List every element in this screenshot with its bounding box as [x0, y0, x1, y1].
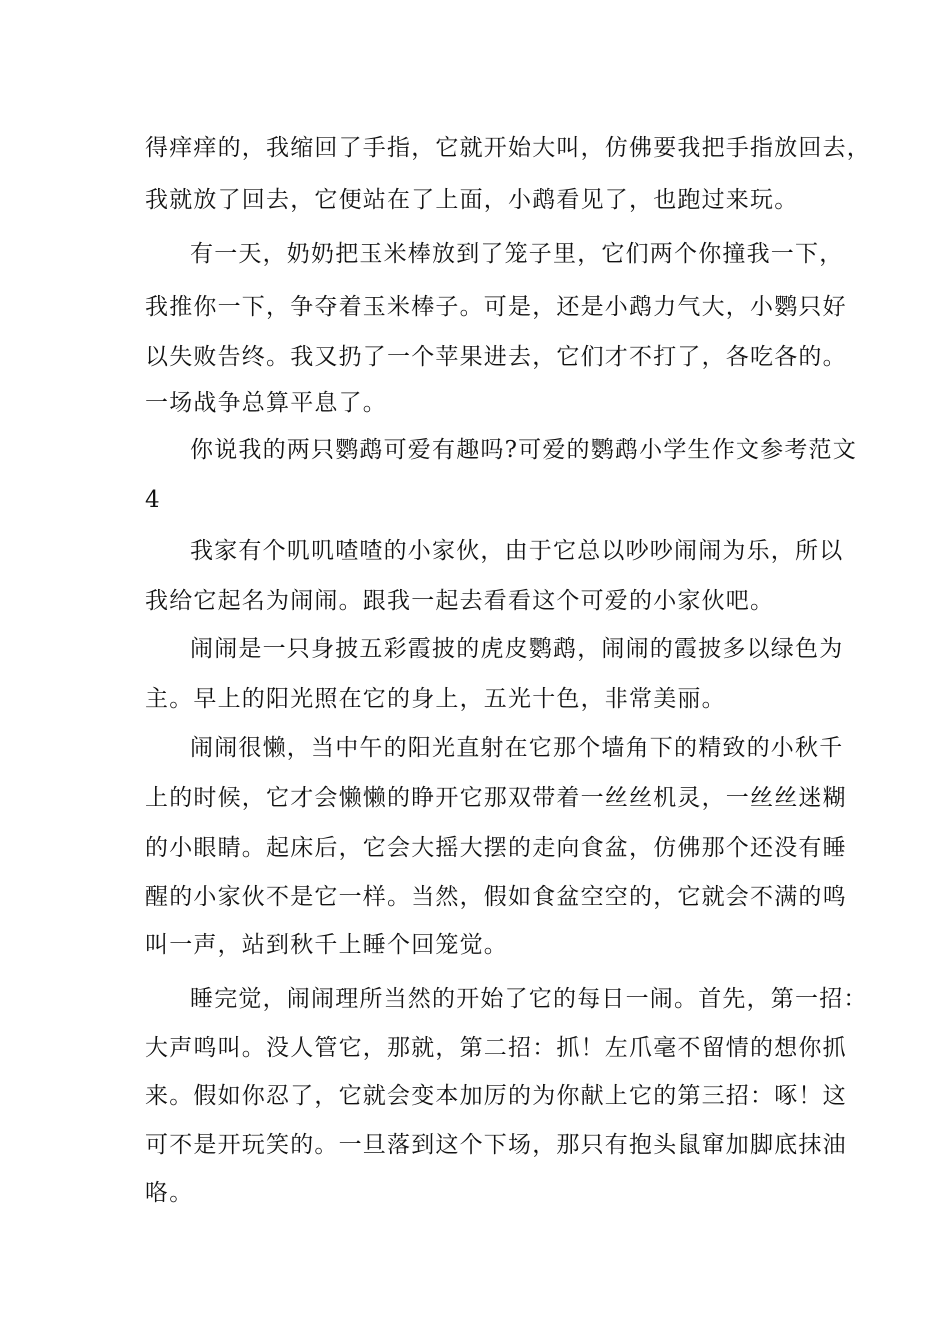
paragraph-start-line: 我家有个叽叽喳喳的小家伙，由于它总以吵吵闹闹为乐，所以	[190, 538, 844, 564]
paragraph-start-line: 睡完觉，闹闹理所当然的开始了它的每日一闹。首先，第一招：	[190, 986, 868, 1012]
text-line: 我就放了回去，它便站在了上面，小鹉看见了，也跑过来玩。	[145, 187, 799, 213]
text-line: 上的时候，它才会懒懒的睁开它那双带着一丝丝机灵，一丝丝迷糊	[145, 785, 847, 811]
section-number: 4	[145, 487, 161, 513]
text-line: 醒的小家伙不是它一样。当然，假如食盆空空的，它就会不满的鸣	[145, 884, 847, 910]
text-line: 主。早上的阳光照在它的身上，五光十色，非常美丽。	[145, 686, 726, 712]
text-line: 一场战争总算平息了。	[145, 390, 387, 416]
text-line: 咯。	[145, 1180, 194, 1206]
text-line: 得痒痒的，我缩回了手指，它就开始大叫，仿佛要我把手指放回去，	[145, 135, 871, 161]
text-line: 大声鸣叫。没人管它，那就，第二招：抓！左爪毫不留情的想你抓	[145, 1035, 847, 1061]
text-line: 的小眼睛。起床后，它会大摇大摆的走向食盆，仿佛那个还没有睡	[145, 835, 847, 861]
paragraph-start-line: 你说我的两只鹦鹉可爱有趣吗?可爱的鹦鹉小学生作文参考范文	[190, 437, 857, 463]
text-line: 来。假如你忍了，它就会变本加厉的为你献上它的第三招：啄！这	[145, 1083, 847, 1109]
paragraph-start-line: 闹闹很懒，当中午的阳光直射在它那个墙角下的精致的小秋千	[190, 735, 844, 761]
text-line: 叫一声，站到秋千上睡个回笼觉。	[145, 932, 508, 958]
text-line: 以失败告终。我又扔了一个苹果进去，它们才不打了，各吃各的。	[145, 344, 847, 370]
text-line: 我给它起名为闹闹。跟我一起去看看这个可爱的小家伙吧。	[145, 588, 775, 614]
paragraph-start-line: 闹闹是一只身披五彩霞披的虎皮鹦鹉，闹闹的霞披多以绿色为	[190, 636, 844, 662]
text-line: 可不是开玩笑的。一旦落到这个下场，那只有抱头鼠窜加脚底抹油	[145, 1132, 847, 1158]
paragraph-start-line: 有一天，奶奶把玉米棒放到了笼子里，它们两个你撞我一下，	[190, 241, 844, 267]
text-line: 我推你一下，争夺着玉米棒子。可是，还是小鹉力气大，小鹦只好	[145, 294, 847, 320]
